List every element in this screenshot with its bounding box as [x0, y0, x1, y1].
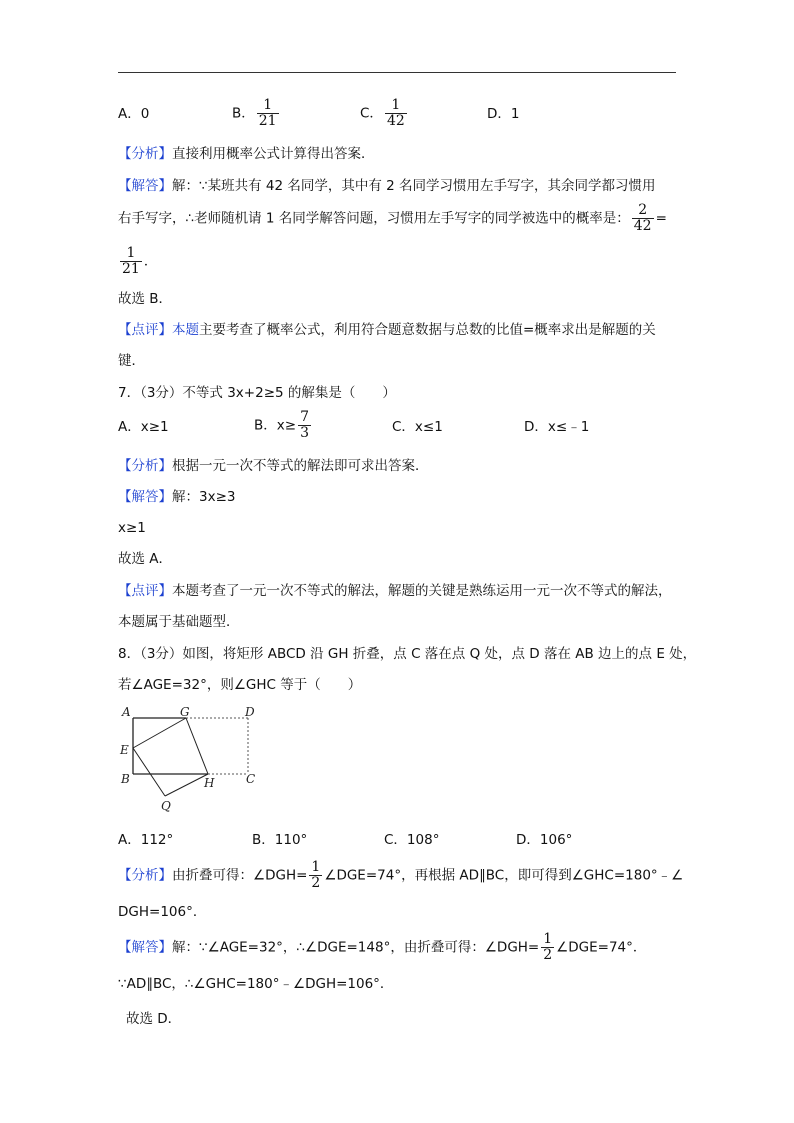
header-rule [118, 72, 676, 73]
label-e: E [120, 743, 129, 757]
fraction: $\frac{1}{21}$ [258, 97, 277, 129]
label-c: C [246, 772, 256, 786]
q8-option-a: A．112° [118, 832, 174, 848]
q6-option-c: C． $\frac{1}{42}$ [360, 97, 405, 129]
q7-comment-line1: 【点评】本题考查了一元一次不等式的解法，解题的关键是熟练运用一元一次不等式的解法， [118, 583, 672, 599]
q8-option-b: B．110° [252, 832, 308, 848]
q7-option-b: B．x≥ $\frac{7}{3}$ [254, 409, 309, 441]
q8-stem-line2: 若∠AGE=32°，则∠GHC 等于（ ） [118, 677, 362, 693]
fraction: $\frac{7}{3}$ [300, 409, 309, 441]
q6-option-b: B． $\frac{1}{21}$ [232, 97, 277, 129]
q8-option-d: D．106° [516, 832, 573, 848]
label-h: H [204, 776, 215, 790]
q6-analysis: 【分析】直接利用概率公式计算得出答案． [118, 146, 375, 162]
q7-analysis: 【分析】根据一元一次不等式的解法即可求出答案． [118, 458, 429, 474]
q8-stem-line1: 8．（3分）如图，将矩形 ABCD 沿 GH 折叠，点 C 落在点 Q 处，点 D 落在 AB 边上的点 E 处， [118, 646, 697, 662]
q7-solution-line1: 【解答】解：3x≥3 [118, 489, 236, 505]
edge-eg [133, 718, 186, 748]
fraction: $\frac{2}{42}$ [633, 202, 652, 234]
q6-solution-line3: $\frac{1}{21}$ ． [122, 245, 158, 277]
q8-choose: 故选 D． [126, 1011, 182, 1027]
q6-comment-line1: 【点评】本题主要考查了概率公式，利用符合题意数据与总数的比值=概率求出是解题的关 [118, 322, 656, 338]
fraction: $\frac{1}{2}$ [543, 931, 553, 963]
label-b: B [121, 772, 130, 786]
q6-solution-line2: 右手写字，∴老师随机请 1 名同学解答问题，习惯用左手写字的同学被选中的概率是： $\frac{2}{42}$ = [118, 202, 667, 234]
fold-rectangle-figure [116, 704, 266, 816]
label-d: D [245, 705, 255, 719]
fraction: $\frac{1}{2}$ [311, 859, 321, 891]
q7-choose: 故选 A． [118, 551, 173, 567]
edge-qe [133, 748, 165, 796]
q7-solution-line2: x≥1 [118, 520, 146, 536]
fraction: $\frac{1}{21}$ [122, 245, 140, 277]
q8-option-c: C．108° [384, 832, 440, 848]
label-q: Q [161, 799, 171, 813]
label-a: A [122, 705, 131, 719]
q7-comment-line2: 本题属于基础题型． [118, 614, 240, 630]
edge-hq [165, 774, 208, 796]
q7-stem: 7．（3分）不等式 3x+2≥5 的解集是（ ） [118, 385, 396, 401]
q8-analysis-line2: DGH=106°． [118, 904, 207, 920]
edge-gh [186, 718, 208, 774]
q8-analysis-line1: 【分析】由折叠可得：∠DGH= $\frac{1}{2}$ ∠DGE=74°，再根据 AD∥BC，即可得到∠GHC=180°﹣∠ [118, 859, 684, 891]
q6-option-a: A．0 [118, 106, 150, 122]
q6-solution-line1: 【解答】解：∵某班共有 42 名同学，其中有 2 名同学习惯用左手写字，其余同学都习惯用 [118, 178, 656, 194]
label-g: G [180, 705, 190, 719]
fraction: $\frac{1}{42}$ [386, 97, 405, 129]
q6-option-d: D．1 [487, 106, 520, 122]
q8-solution-line1: 【解答】解：∵∠AGE=32°，∴∠DGE=148°，由折叠可得：∠DGH= $\frac{1}{2}$ ∠DGE=74°． [118, 931, 647, 963]
q7-option-d: D．x≤﹣1 [524, 419, 590, 435]
q7-option-a: A．x≥1 [118, 419, 169, 435]
q7-option-c: C．x≤1 [392, 419, 443, 435]
q6-comment-line2: 键． [118, 353, 145, 369]
q6-choose: 故选 B． [118, 291, 173, 307]
q8-solution-line2: ∵AD∥BC，∴∠GHC=180°﹣∠DGH=106°． [118, 976, 394, 992]
